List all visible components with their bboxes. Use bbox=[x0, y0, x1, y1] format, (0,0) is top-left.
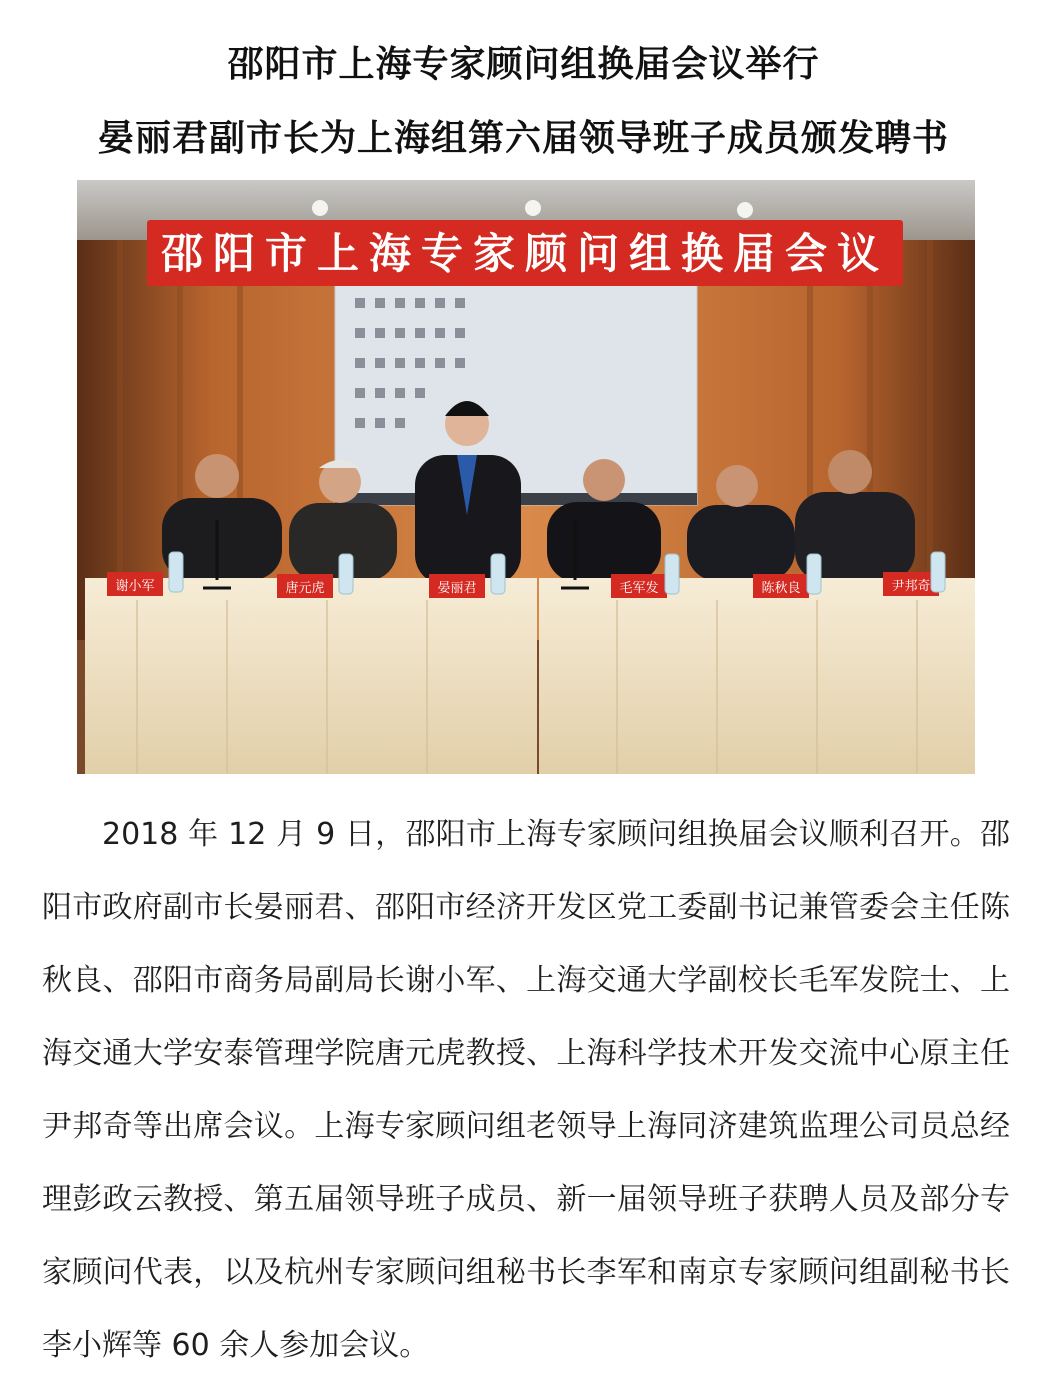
headline-line-2: 晏丽君副市长为上海组第六届领导班子成员颁发聘书 bbox=[97, 118, 949, 159]
name-card-text: 晏丽君 bbox=[437, 581, 477, 596]
name-card bbox=[429, 574, 485, 598]
ceiling-light bbox=[525, 200, 541, 216]
table-right bbox=[539, 578, 975, 774]
article-paragraph: 2018 年 12 月 9 日，邵阳市上海专家顾问组换届会议顺利召开。邵阳市政府副市长晏丽君、邵阳市经济开发区党工委副书记兼管委会主任陈秋良、邵阳市商务局副局长谢小军、上海交通大学副校长毛军发院士、上海交通大学安泰管理学院唐元虎教授、上海科学技术开发交流中心原主任尹邦奇等出席会议。上海专家顾问组老领导上海同济建筑监理公司员总经理彭政云教授、第五届领导班子成员、新一届领导班子获聘人员及部分专家顾问代表，以及杭州专家顾问组秘书长李军和南京专家顾问组副秘书长李小辉等 60 余人参加会议。 bbox=[42, 817, 1010, 1363]
name-card bbox=[611, 574, 667, 598]
name-card-text: 毛军发 bbox=[619, 581, 659, 596]
name-card bbox=[107, 572, 163, 596]
headline-line-1: 邵阳市上海专家顾问组换届会议举行 bbox=[227, 44, 820, 85]
ceiling-light bbox=[312, 200, 328, 216]
name-card-text: 谢小军 bbox=[115, 579, 155, 594]
table-left bbox=[85, 578, 537, 774]
name-card-text: 唐元虎 bbox=[285, 581, 325, 596]
name-card-text: 陈秋良 bbox=[761, 581, 801, 596]
ceiling-light bbox=[737, 202, 753, 218]
name-card bbox=[277, 574, 333, 598]
article-body bbox=[42, 798, 1010, 1382]
meeting-photo bbox=[77, 180, 975, 774]
name-card-text: 尹邦奇 bbox=[891, 579, 931, 594]
banner-text: 邵阳市上海专家顾问组换届会议 bbox=[160, 229, 890, 278]
name-card bbox=[753, 574, 809, 598]
